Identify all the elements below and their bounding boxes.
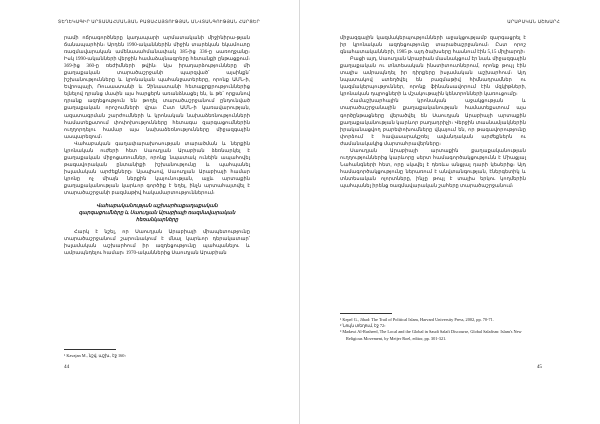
body-paragraph: Վահաբական գաղափարախոսության տարածման և ներքին կրոնական ուժերի հետ Սաուդյան Արաբիան ձեռնարկել է քաղաքական միջոցառումներ, որոնք նպատակ ունեին ապահովել թագավորական ընտանիքի իշխանությունը և պահպանել իսլամական արժեքները։ Այսպիսով, Սաուդյան Արաբիայի համար կրոնը ոչ միայն ներքին կայունության, այլև արտաքին քաղաքականության կարևոր գործիք է եղել, ինչն արտահայտվել է տարածաշրջանի բազմաթիվ հակամարտություններում։ [64, 140, 250, 197]
footnote: ³ Madawi Al-Rasheed, The Local and the Global in Saudi Salafi Discourse, Global Salafism: Islam's New Religious Movement, by Meijer Roel, editor, pp. 301-321. [340, 329, 522, 341]
body-paragraph: Հարկ է նշել, որ Սաուդյան Արաբիայի միապետությունը տարածաշրջանում շարունակում է մնալ կարևոր դերակատար՝ իսլամական աշխարհում իր ազդեցությունը պահպանելու և ամրապնդելու համար։ 1970-ականներից Սաուդյան Արաբիան [64, 229, 250, 257]
body-paragraph: Բացի այդ, Սաուդյան Արաբիան մասնակցում էր նաև միջազգային քաղաքական ու տնտեսական ինստիտուտներում, որոնք թույլ էին տալիս ամրապնդել իր դիրքերը իսլամական աշխարհում։ Այդ նպատակով ստեղծվել են բազմաթիվ հիմնադրամներ ու կազմակերպություններ, որոնք ֆինանսավորում էին մզկիթների, կրոնական դպրոցների և մշակութային կենտրոնների կառուցումը։ [340, 56, 526, 98]
section-subheading: Վահաբականության աշխարհաքաղաքական զարգացումները և Սաուդյան Արաբիայի ռազմավարական հեռանկարները [78, 203, 236, 224]
body-paragraph: րամի ոճրագործները կաղապարի արմատականի միջինիրա-թյան ճանապարհին։ Արդեն 1990-ականներին միջին տարեկան եկամուտը ռազմավարական ամենասահմանափակ 385-ից 336-ը սառողջանը։ Իսկ 1990-ականների վերջին համաձայնագրերը հետանքի ընթացքում։ 369-ից 360-ը ռեժիմների թվին։ Այս իրադարձությունները մի քաղաքական տարածաշրջանի պարզված՝ այսինքն՝ իշխանությունները և կրոնական պահանջատերերը, որոնք ԱՄՆ-ի, Եվրոպայի, Ռուսաստանի և Չինաստանի հետաքրքրություններից ելնելով դրանց մասին այս հարցերն առանձնացել են, և թե՛ որքանով դրանք ազդեցություն են թողել տարածաշրջանում ընդունված քաղաքական որոշումների վրա։ Ըստ ԱՄՆ-ի կառավարության, ազատագրման շարժումների և կրոնական նախաձեռնությունների համատեքստում փոփոխությունները հետագա զարգացումներին ուղղորդելու համար այս նախաձեռնությունները միջազգային ասպարեզում։ [64, 35, 250, 140]
left-page-number: 44 [64, 364, 70, 370]
right-footnotes [340, 313, 526, 342]
right-page [300, 0, 600, 424]
body-paragraph: Համաշխարհային կրոնական աջակցության և տարածաշրջանային քաղաքականության համատեքստում այս գործընթացները վերածվել են Սաուդյան Արաբիայի արտաքին քաղաքականության կարևոր բաղադրիչի։ Վերջին տասնամյակներին իրականացվող բարեփոխումները վկայում են, որ թագավորությունը փորձում է հավասարակշռել ավանդական արժեքներն ու ժամանակակից մարտահրավերները։ [340, 98, 526, 147]
left-footnotes [64, 349, 250, 359]
left-body-text [64, 35, 250, 257]
footnote: ¹ Kepel G., Jihad: The Trail of Political Islam, Harvard University Press, 2002, pp. 70-71. [340, 317, 494, 322]
footnote: ¹ Kavajan M., նշվ. աշխ., էջ 160։ [64, 353, 126, 358]
footnote-rule [340, 313, 392, 314]
footnote-rule [64, 349, 116, 350]
right-running-head: ԱՐԱԲԱԿԱՆ ԱՇԽԱՐՀ [507, 19, 560, 24]
footnote: ² Նույն տեղում, էջ 72։ [340, 323, 386, 329]
body-paragraph: միջազգային կազմակերպությունների աջակցությամբ զարգացրել է իր կրոնական ազդեցությունը տարածաշրջանում։ Ըստ որոշ գնահատականների, 1985 թ. այդ ծախսերը հասնում էին 5,15 միլիարդի։ [340, 35, 526, 56]
right-page-number: 45 [536, 364, 542, 370]
right-body-text [340, 35, 526, 190]
left-running-head: ՏԵՂԵԿԱԳԻՐ ԱՐՏԱՍԱՀՄԱՆՅԱՆ ԲԱՑԱՀԱՅՏՈՒԹՅԱՆ ԱՆՎՏԱՆԳՈՒԹՅԱՆ ՀԱՐՑԵՐ [58, 19, 260, 24]
body-paragraph: Սաուդյան Արաբիայի արտաքին քաղաքականության ուղղություններից կարևորը սերտ համագործակցությունն է Միացյալ Նահանգների հետ, որը սկսվել է դեռևս անցյալ դարի կեսերից։ Այդ համագործակցությունը ներառում է անվտանգության, էներգետիկ և տնտեսական ոլորտները, ինչը թույլ է տալիս երկու կողմերին պահպանել իրենց ռազմավարական շահերը տարածաշրջանում։ [340, 147, 526, 189]
